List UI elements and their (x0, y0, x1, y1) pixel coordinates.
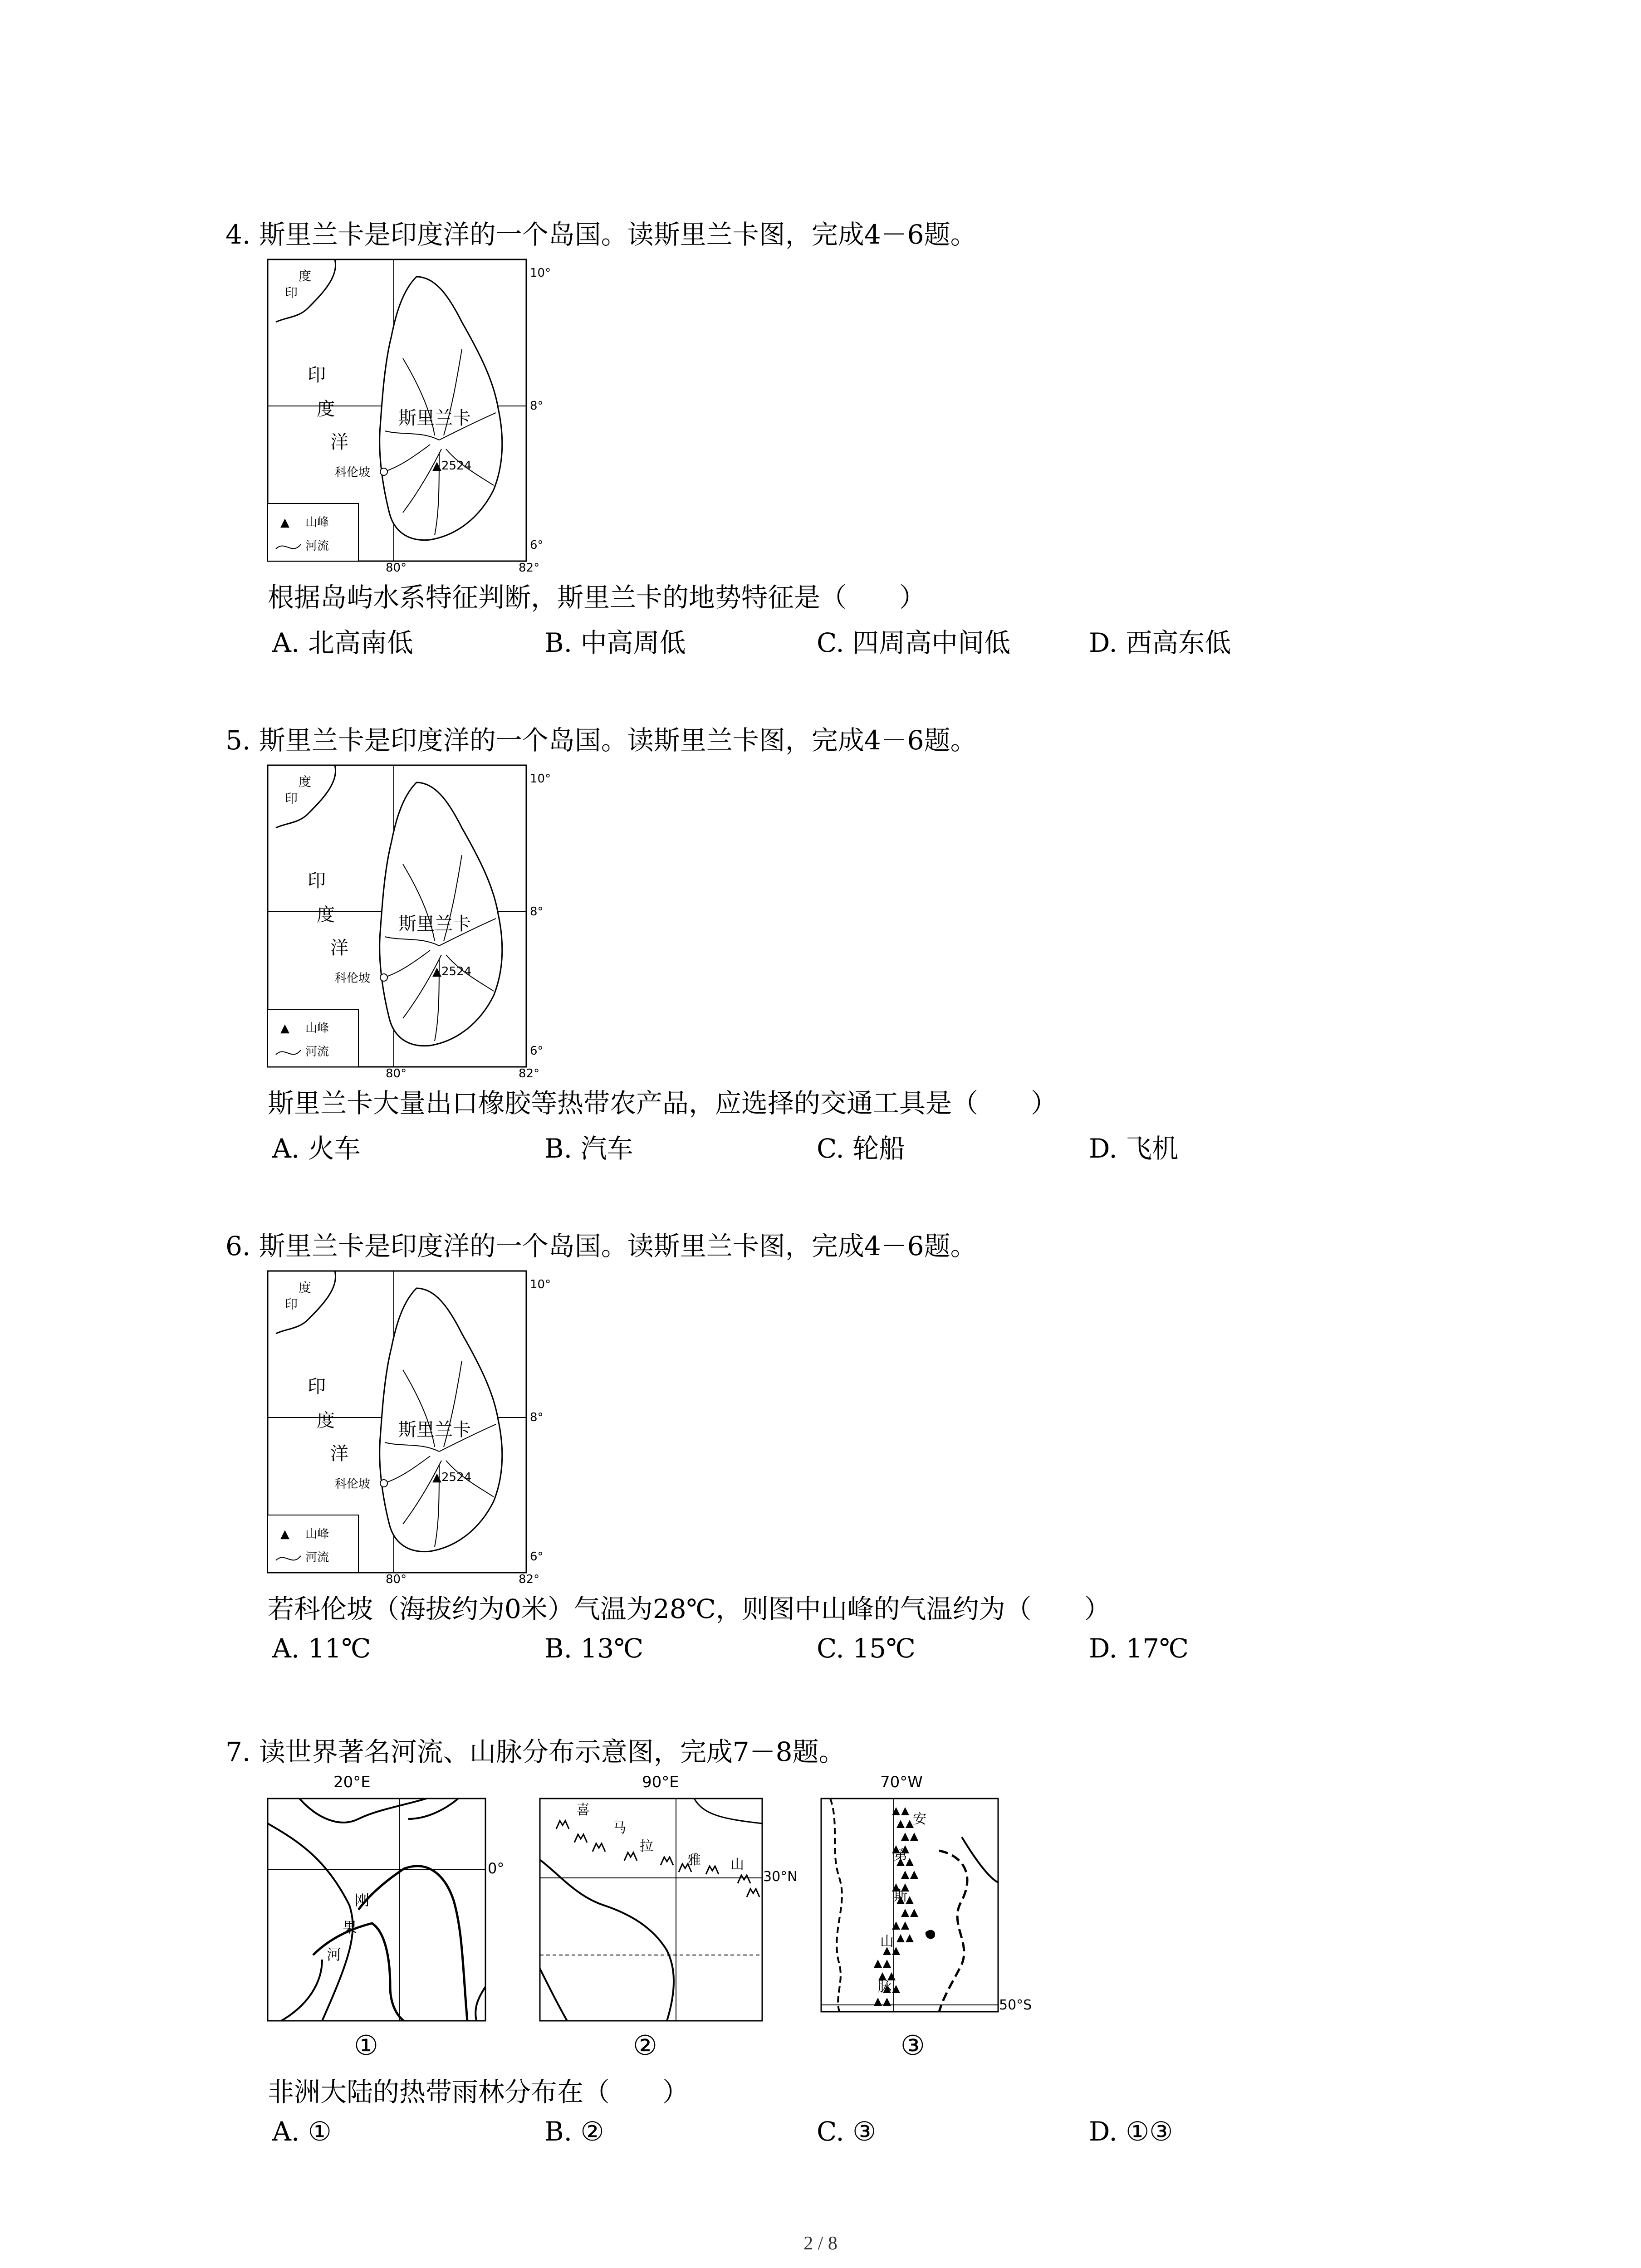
lat-label: 6° (530, 1550, 544, 1564)
question-text: 根据岛屿水系特征判断，斯里兰卡的地势特征是（ ） (268, 582, 926, 613)
svg-text:▲: ▲ (280, 1527, 289, 1541)
lat-label: 8° (530, 399, 544, 413)
question-text: 非洲大陆的热带雨林分布在（ ） (268, 2077, 689, 2107)
map3-number: ③ (901, 2030, 925, 2062)
ocean-label: 度 (317, 904, 335, 925)
map-congo (254, 1769, 508, 2068)
map-label: 度 (299, 269, 312, 284)
ocean-label: 洋 (330, 432, 348, 453)
map-label: 印 (285, 1297, 298, 1312)
map2-lat: 30°N (763, 1869, 798, 1885)
legend-river-label: 河流 (305, 1551, 329, 1564)
lon-label: 82° (519, 1573, 540, 1586)
option-d[interactable]: D. ①③ (1089, 2116, 1173, 2147)
legend-river-label: 河流 (305, 1045, 329, 1059)
lat-label: 8° (530, 1411, 544, 1424)
option-c[interactable]: C. 四周高中间低 (817, 627, 1011, 658)
map1-lat: 0° (488, 1860, 505, 1877)
peak-label: ▲2524 (432, 1471, 472, 1484)
map2-label-2: 马 (612, 1820, 626, 1836)
map-label: 度 (299, 1280, 312, 1295)
option-d[interactable]: D. 西高东低 (1089, 627, 1231, 658)
question-stem: 6. 斯里兰卡是印度洋的一个岛国。读斯里兰卡图，完成4－6题。 (225, 1231, 977, 1261)
map3-label-1: 安 (913, 1811, 926, 1827)
option-d[interactable]: D. 17℃ (1089, 1633, 1189, 1664)
peak-label: ▲2524 (432, 459, 472, 473)
peak-label: ▲2524 (432, 965, 472, 978)
map1-label-2: 果 (343, 1919, 358, 1936)
map3-label-2: 第 (894, 1848, 907, 1863)
map1-number: ① (354, 2030, 378, 2062)
map3-lon: 70°W (880, 1773, 923, 1791)
option-a[interactable]: A. 火车 (272, 1133, 361, 1164)
svg-text:▲: ▲ (280, 1022, 289, 1035)
map2-label-4: 雅 (687, 1852, 701, 1868)
option-b[interactable]: B. 中高周低 (544, 627, 686, 658)
option-c[interactable]: C. 15℃ (817, 1633, 916, 1664)
legend-peak-label: 山峰 (305, 516, 329, 529)
ocean-label: 印 (308, 365, 326, 386)
option-a[interactable]: A. 11℃ (272, 1633, 371, 1664)
sri-lanka-map (267, 1270, 580, 1589)
city-label: 科伦坡 (335, 972, 371, 985)
map2-lon: 90°E (642, 1773, 679, 1791)
country-label: 斯里兰卡 (398, 914, 471, 934)
sri-lanka-map (267, 259, 580, 578)
option-c[interactable]: C. ③ (817, 2116, 877, 2147)
lat-label: 10° (530, 1278, 551, 1291)
map-andes (812, 1769, 1066, 2068)
page-number: 2 / 8 (803, 2233, 838, 2254)
lat-label: 10° (530, 772, 551, 786)
map3-label-5: 脉 (878, 1979, 892, 1995)
question-text: 斯里兰卡大量出口橡胶等热带农产品，应选择的交通工具是（ ） (268, 1088, 1058, 1119)
map1-label-3: 河 (327, 1946, 342, 1963)
map3-label-4: 山 (880, 1934, 894, 1950)
map1-lon: 20°E (333, 1773, 371, 1791)
legend-peak-label: 山峰 (305, 1527, 329, 1541)
svg-text:▲: ▲ (280, 516, 289, 529)
lon-label: 80° (386, 1067, 407, 1080)
lon-label: 80° (386, 1573, 407, 1586)
ocean-label: 洋 (330, 938, 348, 958)
map-label: 度 (299, 774, 312, 789)
country-label: 斯里兰卡 (398, 1419, 471, 1440)
map1-label-1: 刚 (355, 1892, 370, 1909)
lat-label: 6° (530, 538, 544, 552)
ocean-label: 度 (317, 1410, 335, 1431)
option-c[interactable]: C. 轮船 (817, 1133, 906, 1164)
map2-label-5: 山 (730, 1857, 744, 1872)
legend-peak-label: 山峰 (305, 1022, 329, 1035)
map-label: 印 (285, 285, 298, 300)
option-a[interactable]: A. 北高南低 (272, 627, 413, 658)
question-stem: 4. 斯里兰卡是印度洋的一个岛国。读斯里兰卡图，完成4－6题。 (225, 219, 977, 250)
lon-label: 82° (519, 561, 540, 575)
ocean-label: 洋 (330, 1443, 348, 1464)
country-label: 斯里兰卡 (398, 408, 471, 429)
option-b[interactable]: B. 汽车 (544, 1133, 633, 1164)
map3-label-3: 斯 (894, 1888, 907, 1904)
question-stem: 5. 斯里兰卡是印度洋的一个岛国。读斯里兰卡图，完成4－6题。 (225, 725, 977, 756)
city-label: 科伦坡 (335, 466, 371, 479)
ocean-label: 度 (317, 399, 335, 420)
question-stem: 7. 读世界著名河流、山脉分布示意图，完成7－8题。 (225, 1736, 845, 1767)
lon-label: 82° (519, 1067, 540, 1080)
option-a[interactable]: A. ① (272, 2116, 332, 2147)
question-text: 若科伦坡（海拔约为0米）气温为28℃，则图中山峰的气温约为（ ） (268, 1593, 1111, 1624)
map3-lat: 50°S (999, 1997, 1032, 2013)
option-b[interactable]: B. 13℃ (544, 1633, 644, 1664)
lon-label: 80° (386, 561, 407, 575)
map2-label-3: 拉 (640, 1838, 653, 1854)
lat-label: 6° (530, 1044, 544, 1058)
map2-number: ② (633, 2030, 657, 2062)
legend-river-label: 河流 (305, 539, 329, 553)
lat-label: 8° (530, 905, 544, 919)
ocean-label: 印 (308, 870, 326, 891)
map2-label-1: 喜 (576, 1802, 590, 1818)
sri-lanka-map (267, 764, 580, 1084)
city-label: 科伦坡 (335, 1477, 371, 1491)
map-label: 印 (285, 791, 298, 806)
map-himalaya (531, 1769, 812, 2068)
option-d[interactable]: D. 飞机 (1089, 1133, 1179, 1164)
ocean-label: 印 (308, 1376, 326, 1397)
option-b[interactable]: B. ② (544, 2116, 604, 2147)
lat-label: 10° (530, 266, 551, 280)
